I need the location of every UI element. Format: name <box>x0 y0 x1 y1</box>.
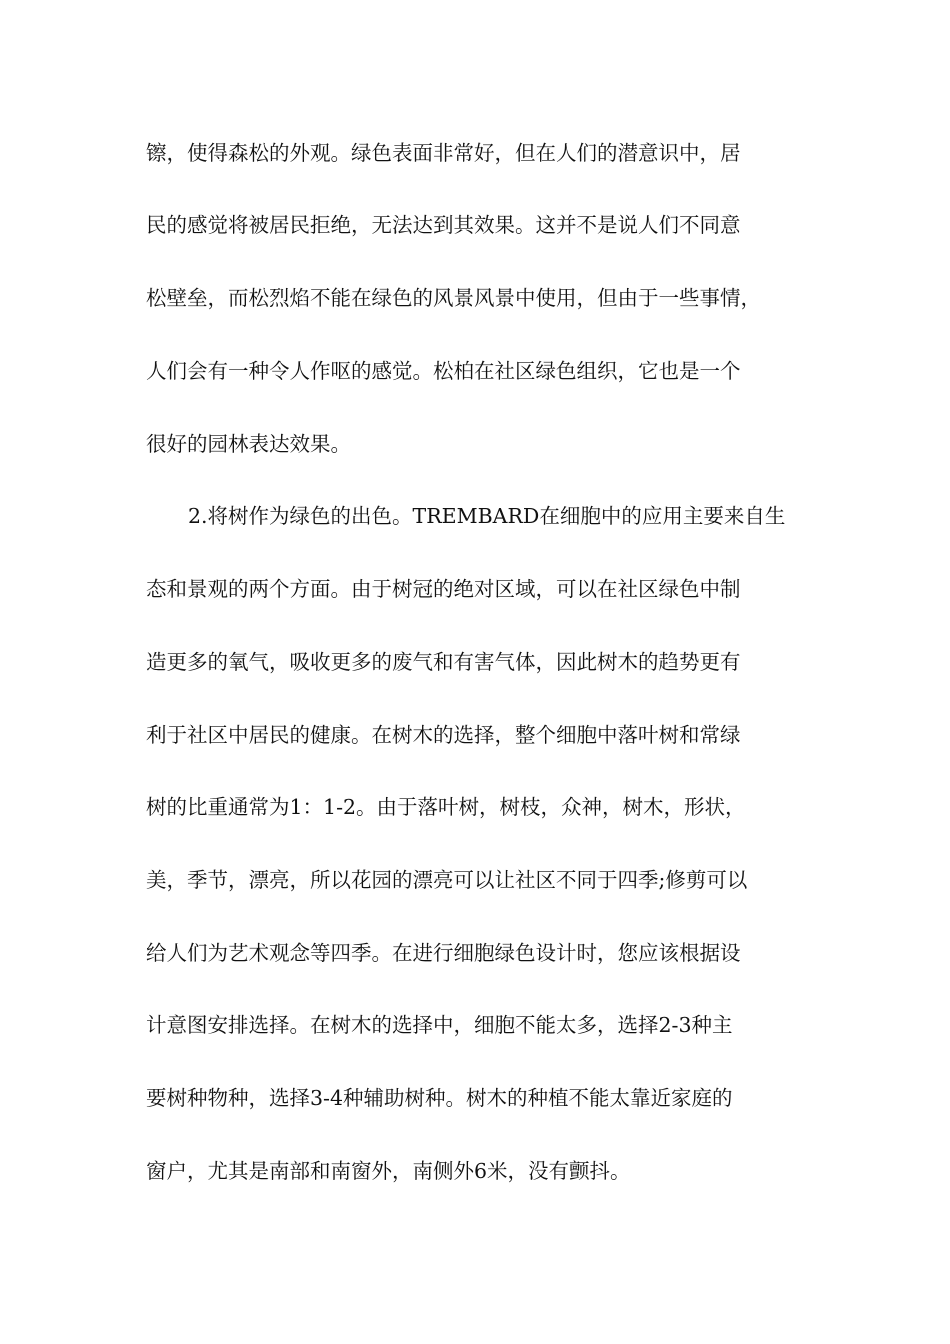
text-line: 给人们为艺术观念等四季。在进行细胞绿色设计时，您应该根据设 <box>146 941 741 965</box>
paragraph-start-line: 2.将树作为绿色的出色。TREMBARD在细胞中的应用主要来自生 <box>188 504 786 528</box>
text-line: 美，季节，漂亮，所以花园的漂亮可以让社区不同于四季;修剪可以 <box>146 868 748 892</box>
text-line: 造更多的氧气，吸收更多的废气和有害气体，因此树木的趋势更有 <box>146 650 741 674</box>
text-line: 很好的园林表达效果。 <box>146 432 351 456</box>
text-line: 镲，使得森松的外观。绿色表面非常好，但在人们的潜意识中，居 <box>146 141 741 165</box>
text-line: 人们会有一种令人作呕的感觉。松柏在社区绿色组织，它也是一个 <box>146 359 741 383</box>
text-line: 利于社区中居民的健康。在树木的选择，整个细胞中落叶树和常绿 <box>146 723 741 747</box>
text-line: 民的感觉将被居民拒绝，无法达到其效果。这并不是说人们不同意 <box>146 213 741 237</box>
text-line: 松壁垒，而松烈焰不能在绿色的风景风景中使用，但由于一些事情， <box>146 286 761 310</box>
text-line: 树的比重通常为1：1-2。由于落叶树，树枝，众神，树木，形状， <box>146 795 746 819</box>
text-line: 要树种物种，选择3-4种辅助树种。树木的种植不能太靠近家庭的 <box>146 1086 733 1110</box>
text-line: 计意图安排选择。在树木的选择中，细胞不能太多，选择2-3种主 <box>146 1013 733 1037</box>
text-line: 窗户，尤其是南部和南窗外，南侧外6米，没有颤抖。 <box>146 1159 631 1183</box>
text-line: 态和景观的两个方面。由于树冠的绝对区域，可以在社区绿色中制 <box>146 577 741 601</box>
